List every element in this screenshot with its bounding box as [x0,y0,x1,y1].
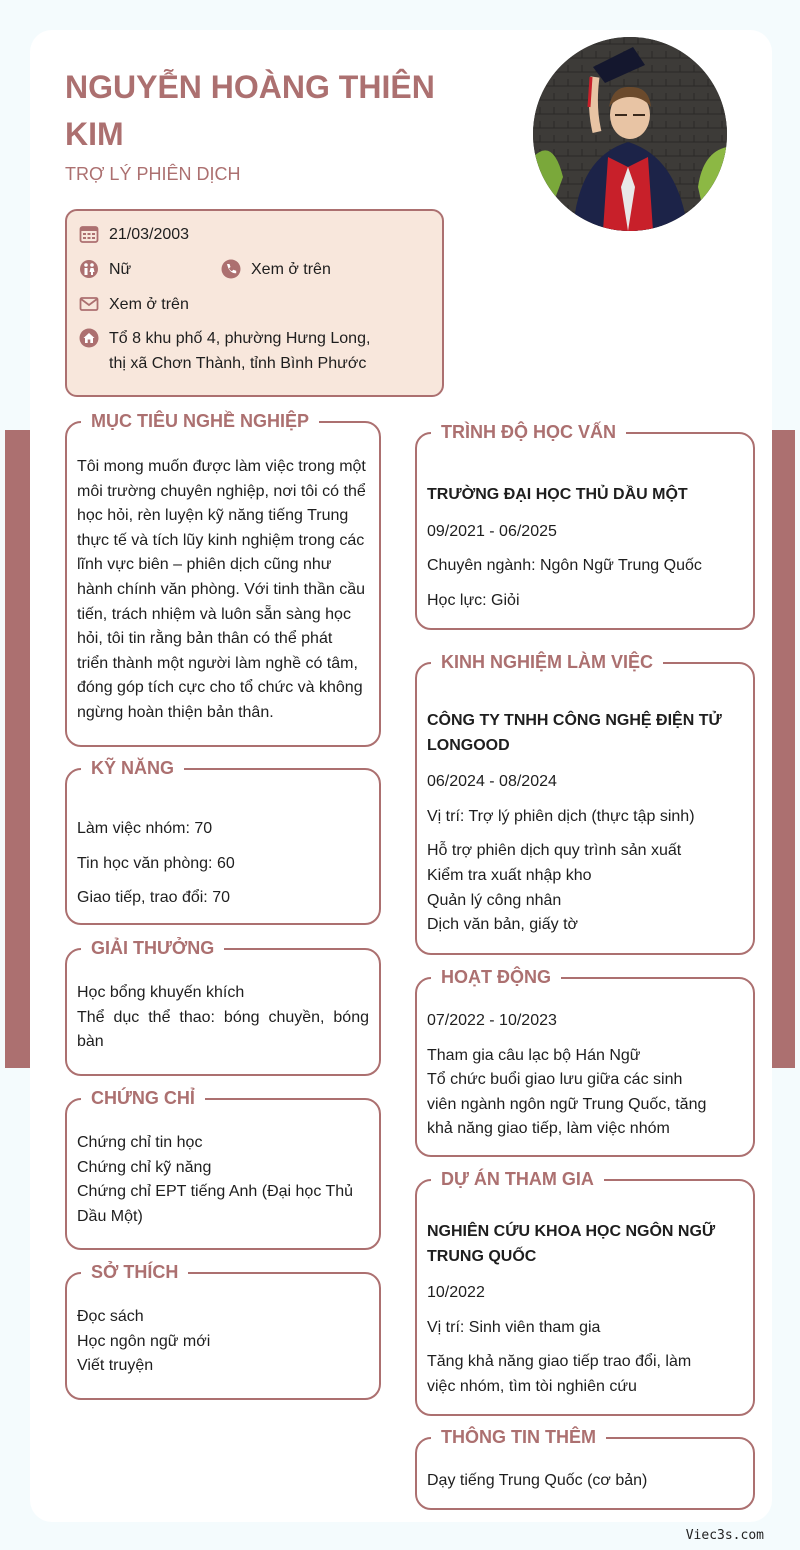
projects-title: DỰ ÁN THAM GIA [431,1167,604,1191]
skills-title: KỸ NĂNG [81,756,184,780]
education-period: 09/2021 - 06/2025 [427,522,557,540]
award-item: Thể dục thể thao: bóng chuyền, bóng [77,1008,369,1026]
certificates-title: CHỨNG CHỈ [81,1086,205,1110]
project-period: 10/2022 [427,1284,485,1302]
objective-text [77,455,369,726]
projects-section [415,1169,755,1416]
objective-title: MỤC TIÊU NGHỀ NGHIỆP [81,409,319,433]
calendar-icon [79,224,99,244]
certificates-list [77,1131,369,1229]
extra-info-section [415,1427,755,1510]
envelope-icon [79,294,99,314]
gender-value: Nữ [109,261,132,278]
certificates-section [65,1088,381,1250]
personal-info-box [65,209,444,397]
objective-line: Tôi mong muốn được làm việc trong một [77,458,366,475]
project-position: Vị trí: Sinh viên tham gia [427,1318,601,1336]
phone-icon [221,259,241,279]
objective-line: lĩnh vực biên – phiên dịch cũng như [77,556,332,574]
hobbies-list [77,1305,369,1379]
hobby-item: Học ngôn ngữ mới [77,1332,211,1350]
email-value: Xem ở trên [109,296,189,313]
extra-info-title: THÔNG TIN THÊM [431,1425,606,1449]
education-major: Chuyên ngành: Ngôn Ngữ Trung Quốc [427,557,702,575]
project-line: việc nhóm, tìm tòi nghiên cứu [427,1377,637,1395]
project-name-line-2: TRUNG QUỐC [427,1247,537,1265]
skill-item: Làm việc nhóm: 70 [77,820,213,837]
activities-title: HOẠT ĐỘNG [431,965,561,989]
school-name: TRƯỜNG ĐẠI HỌC THỦ DẦU MỘT [427,486,688,503]
awards-list [77,981,369,1055]
certificate-item: Chứng chỉ kỹ năng [77,1158,212,1176]
duty-item: Hỗ trợ phiên dịch quy trình sản xuất [427,842,682,860]
brand-watermark[interactable]: Viec3s.com [685,1528,764,1543]
objective-line: hành chính văn phòng. Với tinh thần cầu [77,580,366,598]
education-section [415,422,755,630]
duty-item: Dịch văn bản, giấy tờ [427,916,579,934]
activities-section [415,967,755,1157]
skill-item: Tin học văn phòng: 60 [77,854,235,872]
objective-line: ngừng hoàn thiện bản thân. [77,703,274,721]
objective-line: học hỏi, rèn luyện kỹ năng tiếng Trung [77,507,349,525]
hobby-item: Đọc sách [77,1308,144,1325]
objective-line: hỏi, tôi tin rằng bản thân có thể phát [77,630,333,648]
education-body [427,483,743,613]
award-item: Học bổng khuyến khích [77,984,245,1001]
gender-row [79,257,131,282]
extra-info-text: Dạy tiếng Trung Quốc (cơ bản) [427,1472,648,1489]
candidate-name: NGUYỄN HOÀNG THIÊN KIM [65,69,435,152]
address-line-2: thị xã Chơn Thành, tỉnh Bình Phước [109,355,367,372]
objective-section [65,411,381,747]
objective-line: đóng góp tích cực cho tổ chức và không [77,679,363,697]
gender-icon [79,259,99,279]
objective-line: thực tế và tích lũy kinh nghiệm trong các [77,531,365,549]
hobbies-section [65,1262,381,1400]
experience-section [415,652,755,955]
avatar [533,37,727,231]
activity-line: Tham gia câu lạc bộ Hán Ngữ [427,1046,641,1064]
phone-row [221,257,331,282]
experience-title: KINH NGHIỆM LÀM VIỆC [431,650,663,674]
candidate-role: TRỢ LÝ PHIÊN DỊCH [65,164,241,184]
project-line: Tăng khả năng giao tiếp trao đổi, làm [427,1353,692,1371]
skills-list [77,817,369,911]
skills-section [65,758,381,925]
birthday-row [79,222,189,247]
objective-line: triển thành một người làm nghề có tâm, [77,654,358,672]
phone-value: Xem ở trên [251,261,331,278]
activities-body [427,1009,743,1142]
duty-item: Quản lý công nhân [427,891,562,909]
objective-line: tiến, trách nhiệm và luôn sẵn sàng học [77,605,351,623]
address-line-1: Tổ 8 khu phố 4, phường Hưng Long, [109,330,371,347]
experience-period: 06/2024 - 08/2024 [427,773,557,791]
project-name-line-1: NGHIÊN CỨU KHOA HỌC NGÔN NGỮ [427,1223,716,1240]
birthday-value: 21/03/2003 [109,226,190,243]
objective-line: môi trường chuyên nghiệp, nơi tôi có thể [77,482,366,500]
activity-line: khả năng giao tiếp, làm việc nhóm [427,1120,670,1138]
awards-title: GIẢI THƯỞNG [81,936,224,960]
activity-line: Tổ chức buổi giao lưu giữa các sinh [427,1071,683,1089]
email-row [79,292,189,317]
education-grade: Học lực: Giỏi [427,591,520,609]
hobby-item: Viết truyện [77,1357,154,1375]
certificate-item: Dầu Một) [77,1207,143,1225]
certificate-item: Chứng chỉ tin học [77,1134,203,1151]
left-accent-band [5,430,30,1068]
awards-section [65,938,381,1076]
education-title: TRÌNH ĐỘ HỌC VẤN [431,420,626,444]
home-icon [79,328,99,348]
duty-item: Kiểm tra xuất nhập kho [427,866,592,884]
company-name-line-2: LONGOOD [427,736,510,754]
address-row [79,326,370,376]
company-name-line-1: CÔNG TY TNHH CÔNG NGHỆ ĐIỆN TỬ [427,712,722,729]
experience-position: Vị trí: Trợ lý phiên dịch (thực tập sinh) [427,807,695,825]
certificate-item: Chứng chỉ EPT tiếng Anh (Đại học Thủ [77,1183,354,1201]
activity-line: viên ngành ngôn ngữ Trung Quốc, tăng [427,1095,707,1113]
skill-item: Giao tiếp, trao đổi: 70 [77,889,230,907]
right-accent-band [770,430,795,1068]
projects-body [427,1220,743,1400]
activities-period: 07/2022 - 10/2023 [427,1012,557,1029]
award-item: bàn [77,1033,104,1051]
hobbies-title: SỞ THÍCH [81,1260,188,1284]
experience-body [427,709,743,938]
